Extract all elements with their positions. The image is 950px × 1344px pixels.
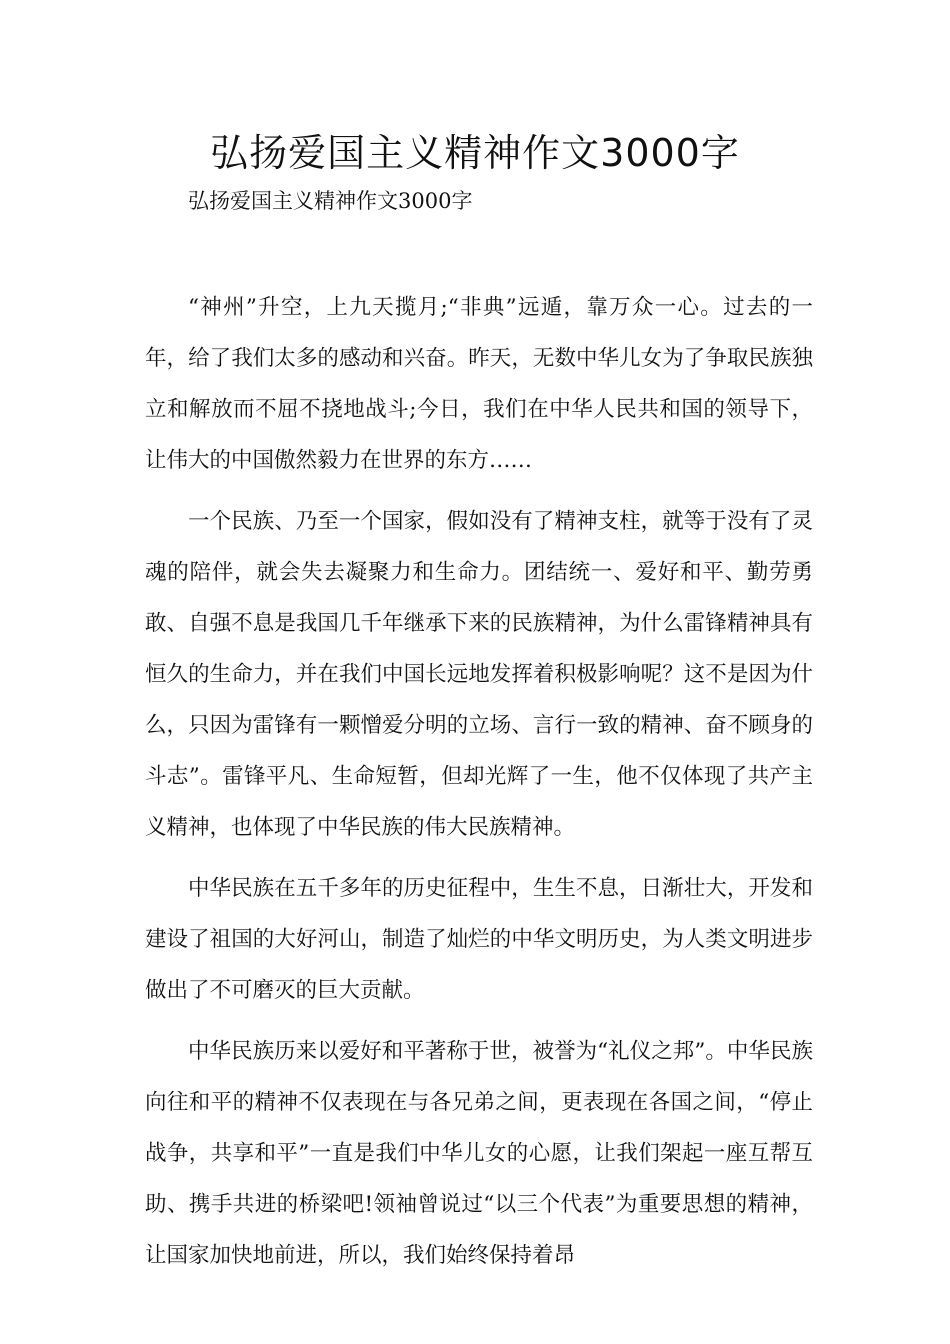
document-body bbox=[145, 282, 813, 1291]
document-title: 弘扬爱国主义精神作文3000字 bbox=[210, 131, 740, 175]
paragraph-4: 中华民族历来以爱好和平著称于世，被誉为“礼仪之邦”。中华民族向往和平的精神不仅表现在与各兄弟之间，更表现在各国之间，“停止战争，共享和平”一直是我们中华儿女的心愿，让我们架起一座互帮互助、携手共进的桥梁吧!领袖曾说过“以三个代表”为重要思想的精神，让国家加快地前进，所以，我们始终保持着昂 bbox=[145, 1039, 813, 1268]
document-subtitle: 弘扬爱国主义精神作文3000字 bbox=[188, 189, 473, 213]
paragraph-3: 中华民族在五千多年的历史征程中，生生不息，日渐壮大，开发和建设了祖国的大好河山，制造了灿烂的中华文明历史，为人类文明进步做出了不可磨灭的巨大贡献。 bbox=[145, 876, 813, 1003]
paragraph-1: “神州”升空，上九天揽月;“非典”远遁，靠万众一心。过去的一年，给了我们太多的感动和兴奋。昨天，无数中华儿女为了争取民族独立和解放而不屈不挠地战斗;今日，我们在中华人民共和国的领导下，让伟大的中国傲然毅力在世界的东方…… bbox=[145, 295, 813, 473]
paragraph-2: 一个民族、乃至一个国家，假如没有了精神支柱，就等于没有了灵魂的陪伴，就会失去凝聚力和生命力。团结统一、爱好和平、勤劳勇敢、自强不息是我国几千年继承下来的民族精神，为什么雷锋精神具有恒久的生命力，并在我们中国长远地发挥着积极影响呢？这不是因为什么，只因为雷锋有一颗憎爱分明的立场、言行一致的精神、奋不顾身的斗志”。雷锋平凡、生命短暂，但却光辉了一生，他不仅体现了共产主义精神，也体现了中华民族的伟大民族精神。 bbox=[145, 509, 813, 840]
